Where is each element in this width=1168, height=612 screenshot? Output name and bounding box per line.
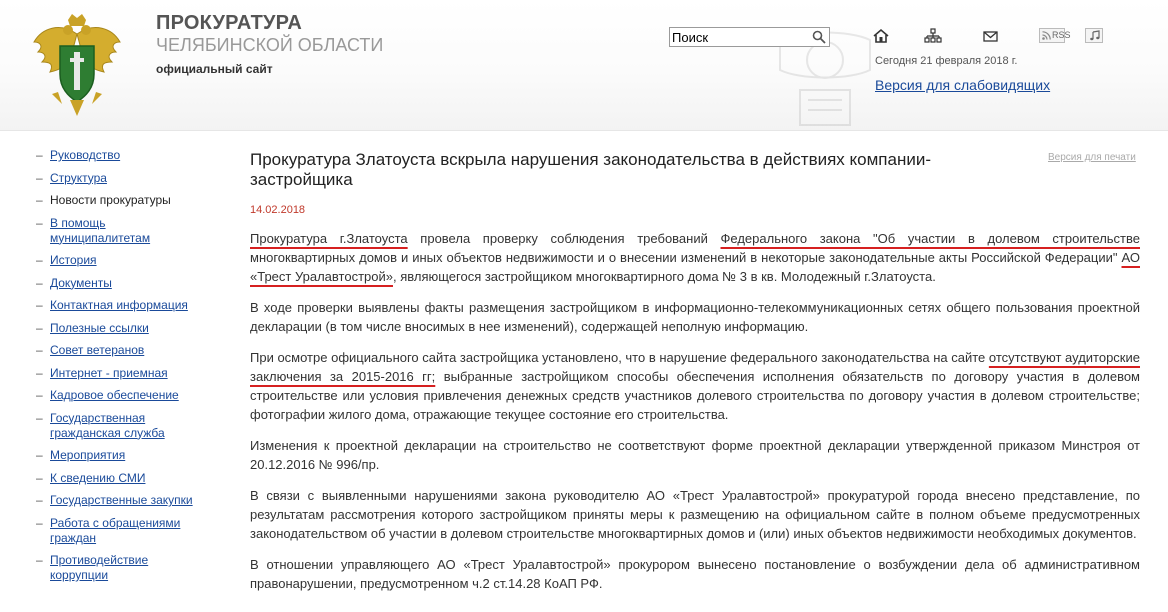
sidebar-item-news: [36, 193, 206, 208]
highlight: АО «Трест Уралавтострой»: [250, 250, 1140, 284]
sidebar-link[interactable]: Руководство: [50, 148, 121, 162]
prosecutor-emblem-icon[interactable]: [30, 12, 124, 120]
text: , являющегося застройщиком многоквартирного дома № 3 в кв. Молодежный г.Златоуста.: [392, 269, 936, 284]
sidebar-link[interactable]: Работа с обращениями граждан: [50, 515, 181, 545]
sidebar-link[interactable]: Государственные закупки: [50, 493, 193, 507]
sidebar-link[interactable]: В помощь муниципалитетам: [50, 215, 151, 245]
sidebar-item-reception: [36, 366, 206, 381]
search-box: [669, 27, 830, 47]
rss-icon: [1042, 31, 1051, 40]
article-body: [250, 229, 1140, 605]
sidebar-item-municipalities: [36, 216, 206, 246]
sidebar-link[interactable]: Противодействие коррупции: [50, 553, 149, 582]
sidebar-link[interactable]: Государственная гражданская служба: [50, 410, 165, 440]
sidebar-item-events: [36, 448, 206, 463]
highlight: Федерального закона "Об участии в долевом строительстве: [720, 231, 1140, 246]
sidebar-item-procurement: [36, 493, 206, 508]
audio-button[interactable]: [1085, 28, 1103, 43]
sidebar-item-management: [36, 148, 206, 163]
site-title[interactable]: ПРОКУРАТУРА: [156, 12, 303, 34]
nav-dash: –: [36, 410, 43, 425]
highlight: отсутствуют аудиторские заключения за 2015-2016 гг;: [250, 350, 1140, 384]
site-official-label: официальный сайт: [156, 62, 273, 76]
mail-icon[interactable]: [982, 28, 1000, 44]
nav-dash: –: [36, 148, 43, 162]
text: При осмотре официального сайта застройщика установлено, что в нарушение федерального законодательства на сайте: [250, 350, 989, 365]
sidebar-link[interactable]: Структура: [50, 170, 107, 185]
sidebar-item-media: [36, 471, 206, 486]
article-paragraph: Изменения к проектной декларации на строительство не соответствуют форме проектной декларации утвержденной приказом Минстроя от 20.12.2016 № 996/пр.: [250, 438, 1140, 472]
sidebar-item-structure: [36, 171, 206, 186]
nav-dash: –: [36, 253, 43, 267]
sidebar-link[interactable]: Совет ветеранов: [50, 343, 145, 357]
sidebar-nav: [36, 148, 206, 591]
nav-dash: –: [36, 275, 43, 290]
nav-dash: –: [36, 470, 43, 485]
article-paragraph: В связи с выявленными нарушениями закона руководителю АО «Трест Уралавтострой» прокуратурой города внесено представление, по результатам рассмотрения которого застройщиком приняты меры к размещению на официальном сайте в полном объеме предусмотренных законодательством об участии в долевом строительстве многоквартирных домов и (или) иных объектов недвижимости необходимых документов.: [250, 488, 1140, 541]
sitemap-icon[interactable]: [924, 28, 942, 44]
nav-dash: –: [36, 365, 43, 380]
nav-dash: –: [36, 553, 43, 567]
site-header: [0, 0, 1168, 131]
sidebar-item-history: [36, 253, 206, 268]
text: провела проверку соблюдения требований: [407, 231, 721, 246]
article-date: 14.02.2018: [250, 204, 306, 216]
search-input[interactable]: [672, 29, 808, 45]
article-paragraph: [250, 229, 1140, 286]
sidebar-item-appeals: [36, 516, 206, 546]
sidebar-link[interactable]: История: [50, 253, 97, 267]
nav-dash: –: [36, 493, 43, 507]
low-vision-link[interactable]: Версия для слабовидящих: [875, 77, 1051, 93]
sidebar-item-staffing: [36, 388, 206, 403]
sidebar-item-veterans: [36, 343, 206, 358]
nav-dash: –: [36, 388, 43, 402]
sidebar-item-contacts: [36, 298, 206, 313]
nav-dash: –: [36, 215, 43, 230]
sidebar-link[interactable]: Контактная информация: [50, 298, 188, 312]
print-version-link[interactable]: Версия для печати: [1048, 152, 1136, 163]
sidebar-link[interactable]: К сведению СМИ: [50, 470, 146, 485]
sidebar-item-anticorruption: [36, 553, 206, 583]
article-title: Прокуратура Златоуста вскрыла нарушения законодательства в действиях компании-застройщика: [250, 150, 931, 189]
sidebar-link[interactable]: Интернет - приемная: [50, 365, 168, 380]
today-date: Сегодня 21 февраля 2018 г.: [875, 55, 1018, 67]
sidebar-link[interactable]: Документы: [50, 275, 112, 290]
nav-dash: –: [36, 298, 43, 312]
search-icon[interactable]: [812, 30, 826, 44]
text: выбранные застройщиком способы обеспечения исполнения обязательств по договору участия в долевом строительстве или условия привлечения денежных средств участников долевого строительства по договору участия в долевом строительстве; фотографии жилого дома, отражающие текущее состояние его строительства.: [250, 369, 1140, 422]
highlight: Прокуратура г.Златоуста: [250, 231, 408, 246]
sidebar-item-useful-links: [36, 321, 206, 336]
article-paragraph: [250, 348, 1140, 424]
sidebar-link[interactable]: Мероприятия: [50, 448, 126, 462]
sidebar-item-documents: [36, 276, 206, 291]
text: многоквартирных домов и иных объектов недвижимости и о внесении изменений в некоторые законодательные акты Российской Федерации": [250, 250, 1122, 265]
sidebar-link[interactable]: Полезные ссылки: [50, 320, 149, 335]
nav-dash: –: [36, 515, 43, 530]
home-icon[interactable]: [872, 28, 890, 44]
site-subtitle[interactable]: ЧЕЛЯБИНСКОЙ ОБЛАСТИ: [156, 35, 384, 55]
article-paragraph: В отношении управляющего АО «Трест Уралавтострой» прокурором вынесено постановление о возбуждении дела об административном правонарушении, предусмотренном ч.2 ст.14.28 КоАП РФ.: [250, 557, 1140, 591]
article-paragraph: В ходе проверки выявлены факты размещения застройщиком в информационно-телекоммуникационных сетях общего пользования проектной декларации (в том числе вносимых в нее изменений), содержащей неполную информацию.: [250, 300, 1140, 334]
nav-dash: –: [36, 193, 43, 207]
nav-dash: –: [36, 170, 43, 185]
audio-icon: [1089, 30, 1100, 41]
sidebar-item-civil-service: [36, 411, 206, 441]
rss-button[interactable]: [1039, 28, 1071, 43]
rss-label: RSS: [1052, 30, 1071, 40]
sidebar-link[interactable]: Новости прокуратуры: [50, 193, 171, 207]
nav-dash: –: [36, 343, 43, 357]
nav-dash: –: [36, 320, 43, 335]
sidebar-link[interactable]: Кадровое обеспечение: [50, 388, 179, 402]
nav-dash: –: [36, 448, 43, 462]
